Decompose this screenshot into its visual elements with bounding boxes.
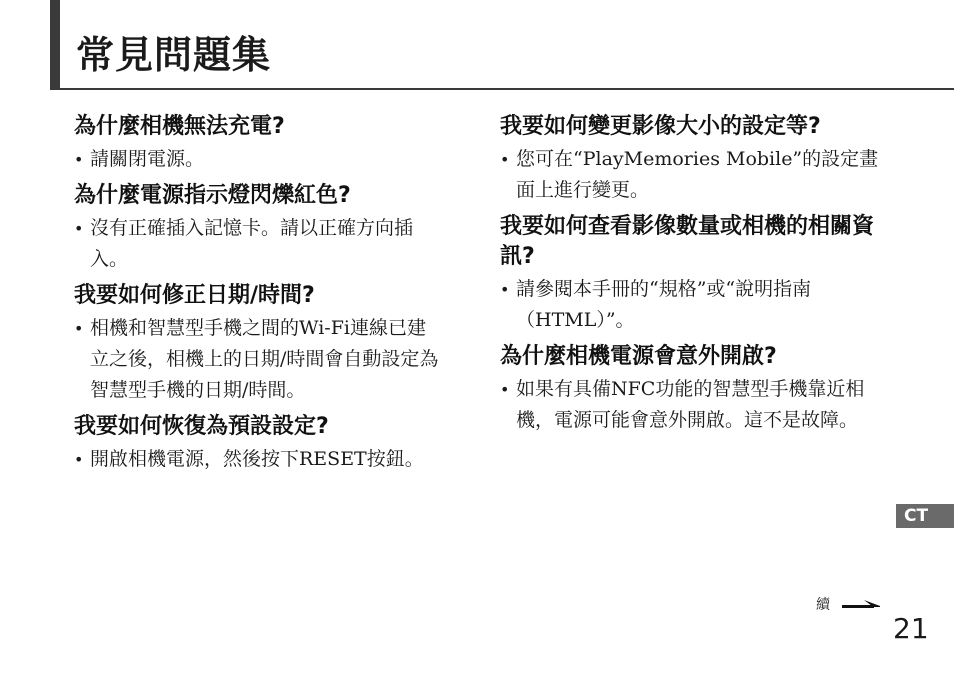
faq-item [74,181,444,275]
faq-question: 為什麼電源指示燈閃爍紅色? [74,183,351,208]
faq-item [74,412,444,475]
faq-answer-text: 開啟相機電源，然後按下RESET按鈕。 [90,448,424,470]
bullet-icon: • [500,380,510,399]
faq-answer-text: 您可在“PlayMemories Mobile”的設定畫面上進行變更。 [516,148,879,201]
faq-item [500,212,880,336]
title-accent-bar [50,0,60,90]
faq-answer-text: 沒有正確插入記憶卡。請以正確方向插入。 [90,217,414,270]
bullet-icon: • [74,219,84,238]
bullet-icon: • [74,450,84,469]
faq-item [74,281,444,406]
faq-answer [74,144,444,175]
faq-item [500,342,880,436]
page-number: 21 [893,612,929,645]
faq-answer [74,444,444,475]
continued-label: 續 [816,597,830,613]
faq-question: 為什麼相機無法充電? [74,114,285,139]
faq-answer-text: 請關閉電源。 [90,148,205,170]
faq-question: 我要如何恢復為預設設定? [74,414,329,439]
faq-answer [74,213,444,275]
faq-answer-text: 相機和智慧型手機之間的Wi-Fi連線已建立之後，相機上的日期/時間會自動設定為智慧型手機的日期/時間。 [90,317,439,401]
faq-question: 我要如何修正日期/時間? [74,283,315,308]
faq-answer [500,274,880,336]
bullet-icon: • [500,150,510,169]
faq-answer-text: 如果有具備NFC功能的智慧型手機靠近相機，電源可能會意外開啟。這不是故障。 [516,378,865,431]
right-column [500,112,880,442]
faq-item [500,112,880,206]
faq-question: 為什麼相機電源會意外開啟? [500,344,777,369]
faq-question: 我要如何查看影像數量或相機的相關資訊? [500,214,875,269]
language-badge: CT [896,504,954,528]
faq-answer [74,313,444,406]
faq-answer [500,144,880,206]
bullet-icon: • [500,280,510,299]
bullet-icon: • [74,319,84,338]
page-title: 常見問題集 [76,33,272,77]
faq-answer [500,374,880,436]
title-underline [50,88,954,90]
faq-question: 我要如何變更影像大小的設定等? [500,114,821,139]
faq-answer-text: 請參閱本手冊的“規格”或“說明指南（HTML）”。 [516,278,812,331]
bullet-icon: • [74,150,84,169]
left-column [74,112,444,481]
faq-item [74,112,444,175]
arrow-right-icon [842,596,880,615]
